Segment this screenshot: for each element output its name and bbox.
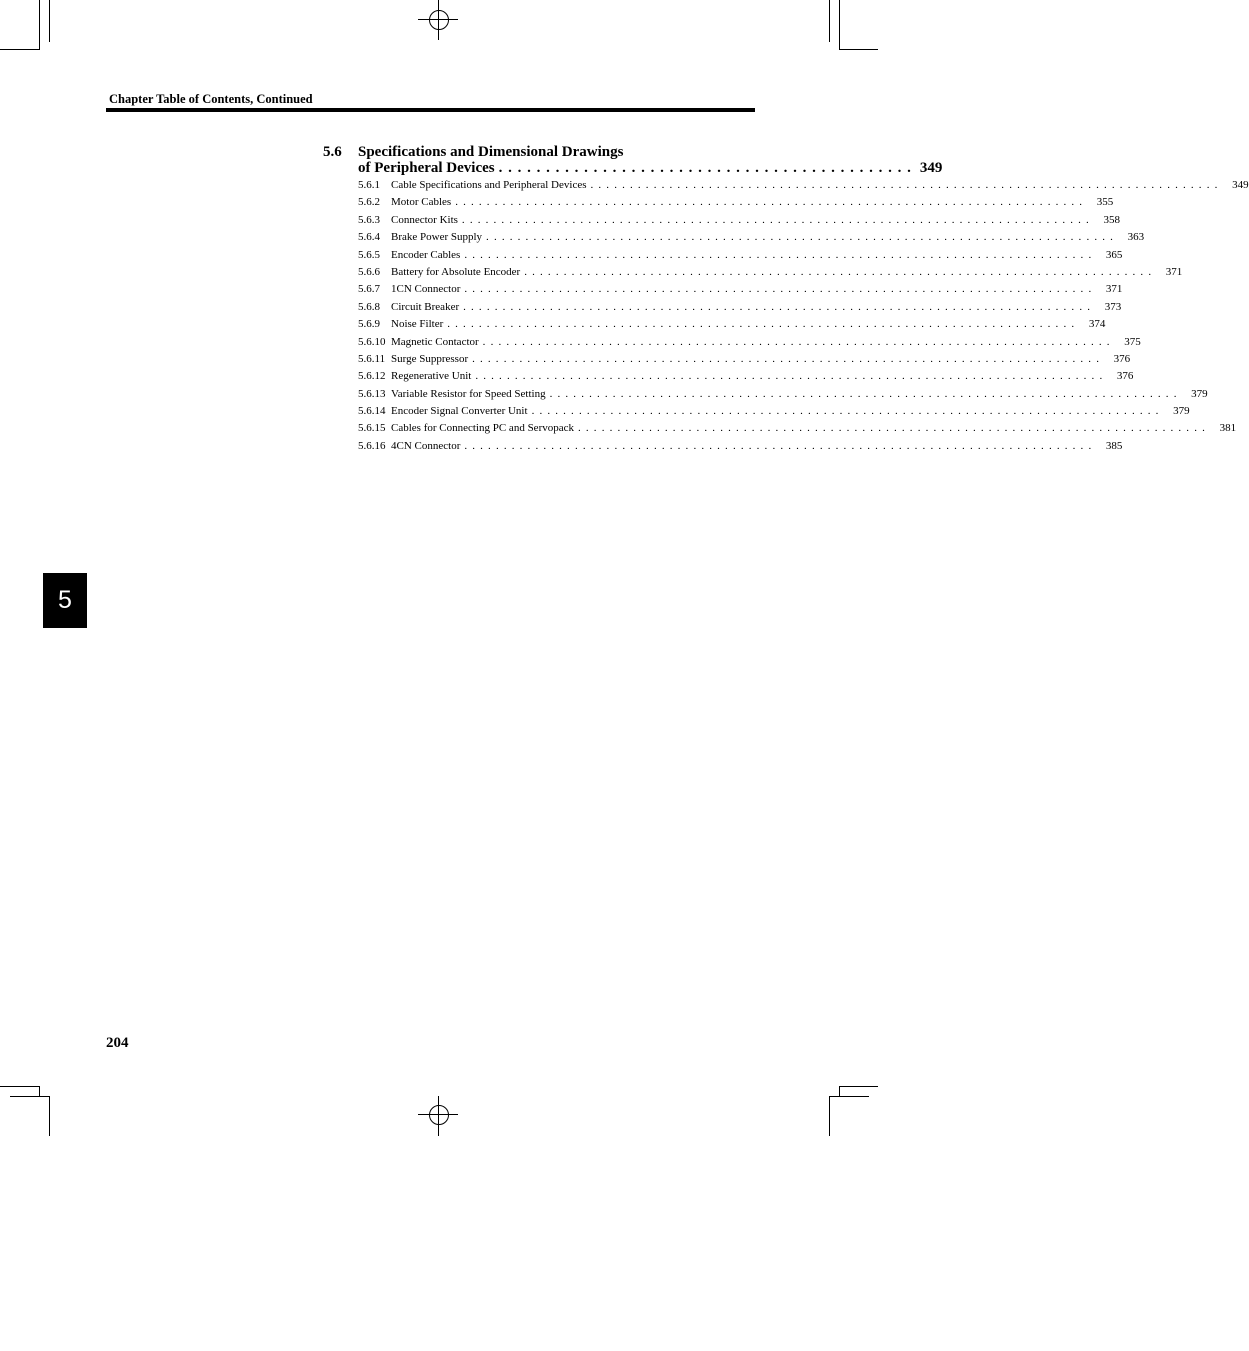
toc-entry-page: 376 (1116, 370, 1134, 383)
toc-entry-title: Regenerative Unit (391, 370, 472, 383)
toc-entry (358, 213, 1120, 231)
toc-entry-number: 5.6.11 (358, 352, 386, 365)
toc-entry-page: 379 (1191, 387, 1208, 400)
running-header-title: Chapter Table of Contents, Continued (109, 92, 313, 106)
toc-leader-dots: . . . . . . . . . . . . . . . . . . . . . . . . . . . . . . . . . . . . . . . . . . . . . . . . . . . . . . . . . . . . . . . . . . . . . . . . . . . . . . . . (524, 265, 1153, 278)
toc-entry-page: 385 (1105, 439, 1123, 452)
toc-entry (358, 387, 1208, 405)
toc-entry-number: 5.6.3 (358, 213, 380, 226)
toc-entry-page: 363 (1127, 231, 1145, 244)
toc-entry-number: 5.6.12 (358, 370, 386, 383)
toc-entry-number: 5.6.14 (358, 405, 386, 418)
toc-list (358, 179, 1249, 457)
toc-leader-dots: . . . . . . . . . . . . . . . . . . . . . . . . . . . . . . . . . . . . . . . . . . . . . . . . . . . . . . . . . . . . . . . . . . . . . . . . . . . . . . . . (461, 213, 1090, 226)
page-number: 204 (106, 1035, 129, 1051)
toc-entry-page: 379 (1173, 405, 1190, 418)
toc-leader-dots: . . . . . . . . . . . . . . . . . . . . . . . . . . . . . . . . . . . . . . . . . . . . . . . . . . . . . . . . . . . . . . . . . . . . . . . . . . . . . . . . (549, 387, 1178, 400)
toc-leader-dots: . . . . . . . . . . . . . . . . . . . . . . . . . . . . . . . . . . . . . . . . . . . . . . . . . . . . . . . . . . . . . . . . . . . . . . . . . . . . . . . . (472, 352, 1101, 365)
section-page: 349 (919, 160, 943, 176)
toc-entry-number: 5.6.13 (358, 387, 386, 400)
toc-entry (358, 405, 1190, 422)
toc-leader-dots: . . . . . . . . . . . . . . . . . . . . . . . . . . . . . . . . . . . . . . . . . . . . . . . . . . . . . . . . . . . . . . . . . . . . . . . . . . . . . . . . (447, 318, 1076, 331)
toc-entry-title: Brake Power Supply (391, 231, 483, 244)
toc-entry-number: 5.6.8 (358, 300, 380, 313)
section-title-line2-row (358, 160, 943, 177)
section-leader-dots: . . . . . . . . . . . . . . . . . . . . . . . . . . . . . . . . . . . . . . . . . . . . (498, 160, 912, 176)
toc-entry-page: 358 (1103, 213, 1120, 226)
toc-entry-title: Motor Cables (391, 196, 452, 209)
toc-entry-number: 5.6.4 (358, 231, 380, 244)
toc-entry (358, 335, 1141, 353)
toc-entry-title: Connector Kits (391, 213, 458, 226)
toc-entry-title: Cable Specifications and Peripheral Devices (391, 179, 587, 191)
toc-entry-number: 5.6.16 (358, 439, 386, 452)
toc-entry (358, 300, 1122, 318)
chapter-tab-number: 5 (58, 586, 72, 614)
toc-entry-page: 381 (1219, 422, 1237, 435)
toc-leader-dots: . . . . . . . . . . . . . . . . . . . . . . . . . . . . . . . . . . . . . . . . . . . . . . . . . . . . . . . . . . . . . . . . . . . . . . . . . . . . . . . . (531, 405, 1160, 418)
toc-entry-page: 365 (1105, 248, 1123, 261)
toc-entry (358, 370, 1134, 387)
toc-entry (358, 283, 1123, 300)
toc-entry (358, 196, 1114, 213)
toc-leader-dots: . . . . . . . . . . . . . . . . . . . . . . . . . . . . . . . . . . . . . . . . . . . . . . . . . . . . . . . . . . . . . . . . . . . . . . . . . . . . . . . . (578, 422, 1207, 435)
toc-entry-number: 5.6.1 (358, 179, 380, 191)
toc-entry (358, 422, 1237, 439)
toc-entry-title: Surge Suppressor (391, 352, 469, 365)
toc-entry-number: 5.6.2 (358, 196, 380, 209)
toc-leader-dots: . . . . . . . . . . . . . . . . . . . . . . . . . . . . . . . . . . . . . . . . . . . . . . . . . . . . . . . . . . . . . . . . . . . . . . . . . . . . . . . . (464, 248, 1093, 261)
toc-entry-title: Variable Resistor for Speed Setting (391, 387, 546, 400)
toc-entry-title: Circuit Breaker (391, 300, 460, 313)
toc-leader-dots: . . . . . . . . . . . . . . . . . . . . . . . . . . . . . . . . . . . . . . . . . . . . . . . . . . . . . . . . . . . . . . . . . . . . . . . . . . . . . . . . (463, 300, 1092, 313)
toc-leader-dots: . . . . . . . . . . . . . . . . . . . . . . . . . . . . . . . . . . . . . . . . . . . . . . . . . . . . . . . . . . . . . . . . . . . . . . . . . . . . . . . . (475, 370, 1104, 383)
toc-entry-number: 5.6.6 (358, 265, 380, 278)
toc-leader-dots: . . . . . . . . . . . . . . . . . . . . . . . . . . . . . . . . . . . . . . . . . . . . . . . . . . . . . . . . . . . . . . . . . . . . . . . . . . . . . . . . (464, 439, 1093, 452)
toc-leader-dots: . . . . . . . . . . . . . . . . . . . . . . . . . . . . . . . . . . . . . . . . . . . . . . . . . . . . . . . . . . . . . . . . . . . . . . . . . . . . . . . . (486, 231, 1115, 244)
toc-entry-title: Encoder Signal Converter Unit (391, 405, 528, 418)
header-rule (106, 108, 755, 112)
chapter-tab (43, 573, 87, 628)
toc-entry-page: 373 (1104, 300, 1122, 313)
toc-entry (358, 318, 1106, 335)
toc-entry-number: 5.6.9 (358, 318, 380, 331)
toc-entry (358, 179, 1249, 196)
toc-entry (358, 231, 1145, 248)
toc-entry-title: 4CN Connector (391, 439, 461, 452)
toc-entry (358, 352, 1131, 370)
toc-entry-page: 376 (1113, 352, 1131, 365)
section-title-line1: Specifications and Dimensional Drawings (358, 144, 624, 160)
toc-entry (358, 248, 1123, 266)
toc-entry-number: 5.6.10 (358, 335, 386, 348)
toc-leader-dots: . . . . . . . . . . . . . . . . . . . . . . . . . . . . . . . . . . . . . . . . . . . . . . . . . . . . . . . . . . . . . . . . . . . . . . . . . . . . . . . . (590, 179, 1219, 191)
toc-entry-page: 374 (1088, 318, 1106, 331)
toc-entry-number: 5.6.15 (358, 422, 386, 435)
toc-leader-dots: . . . . . . . . . . . . . . . . . . . . . . . . . . . . . . . . . . . . . . . . . . . . . . . . . . . . . . . . . . . . . . . . . . . . . . . . . . . . . . . . (464, 283, 1093, 296)
toc-leader-dots: . . . . . . . . . . . . . . . . . . . . . . . . . . . . . . . . . . . . . . . . . . . . . . . . . . . . . . . . . . . . . . . . . . . . . . . . . . . . . . . . (482, 335, 1111, 348)
toc-entry-page: 375 (1124, 335, 1141, 348)
toc-entry-title: Magnetic Contactor (391, 335, 479, 348)
toc-entry-title: 1CN Connector (391, 283, 461, 296)
toc-entry-title: Battery for Absolute Encoder (391, 265, 521, 278)
toc-entry-page: 371 (1105, 283, 1123, 296)
section-title-line2: of Peripheral Devices (358, 160, 495, 176)
toc-entry-title: Noise Filter (391, 318, 444, 331)
toc-entry (358, 265, 1183, 283)
toc-entry-number: 5.6.7 (358, 283, 380, 296)
toc-entry (358, 439, 1123, 457)
toc-entry-number: 5.6.5 (358, 248, 380, 261)
toc-leader-dots: . . . . . . . . . . . . . . . . . . . . . . . . . . . . . . . . . . . . . . . . . . . . . . . . . . . . . . . . . . . . . . . . . . . . . . . . . . . . . . . . (455, 196, 1084, 209)
toc-entry-page: 349 (1232, 179, 1249, 191)
toc-entry-page: 371 (1165, 265, 1183, 278)
toc-entry-title: Encoder Cables (391, 248, 461, 261)
section-number: 5.6 (323, 144, 342, 160)
toc-entry-page: 355 (1096, 196, 1114, 209)
toc-entry-title: Cables for Connecting PC and Servopack (391, 422, 574, 435)
